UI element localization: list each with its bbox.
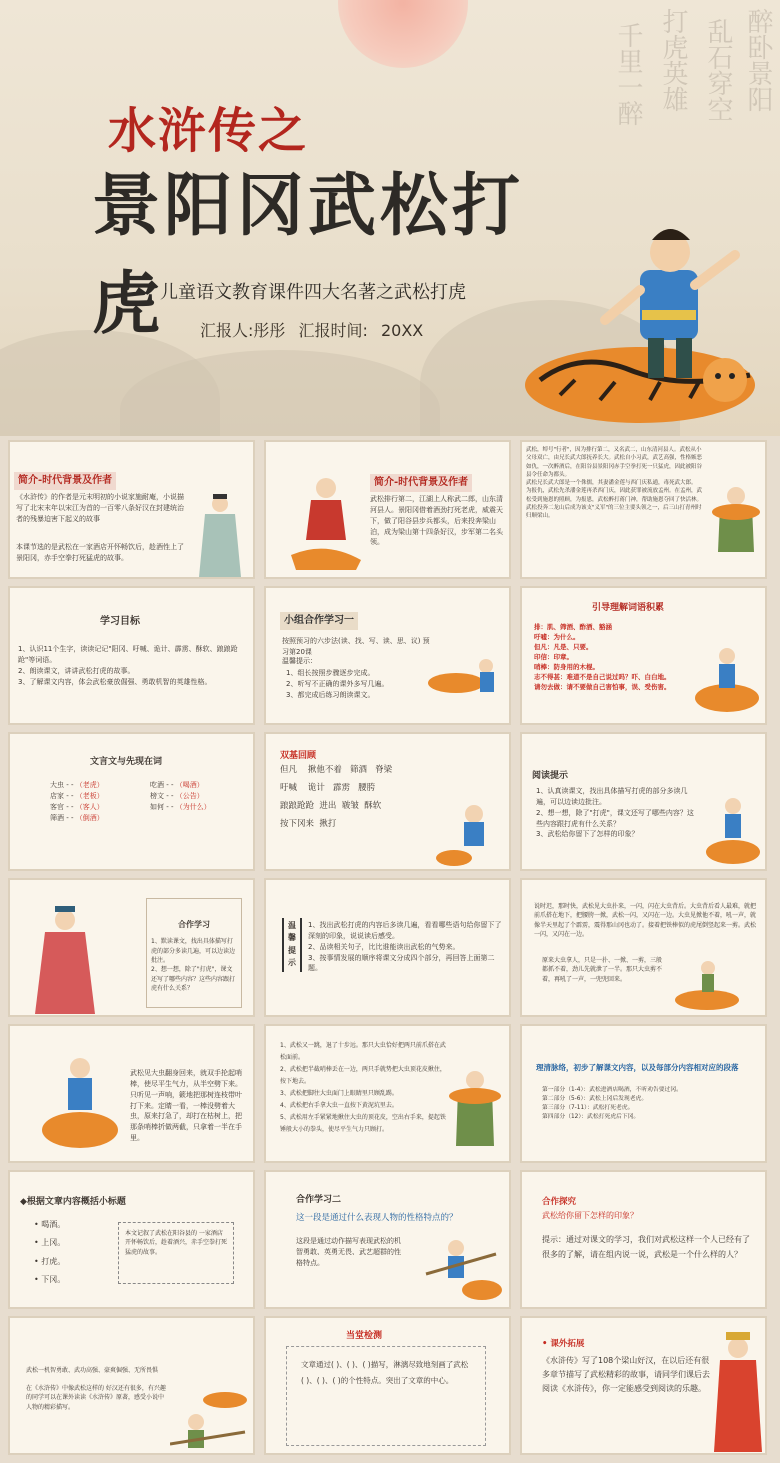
meaning: （公告） (175, 791, 204, 800)
heading-text: 课外拓展 (550, 1339, 585, 1349)
slide-summary[interactable] (8, 1316, 255, 1455)
slide-review[interactable] (264, 732, 511, 871)
cover-title-red: 水浒传之 (108, 103, 309, 159)
paragraph: 武松兄长武大郎是一个侏儒，其妻潘金莲与西门庆私通，毒死武大郎。 (526, 480, 697, 486)
slide-list (536, 786, 696, 840)
scholar-figure (30, 904, 100, 1014)
heading-text: 根据文章内容概括小标题 (26, 1197, 126, 1207)
word: 揪他不着 (307, 765, 342, 775)
list-item: 2、想一想，除了"打虎"，课文还写了哪些内容？这些内容跟打虎有什么关系？ (536, 808, 694, 828)
wusong-figure (710, 482, 762, 572)
list-item: 第四部分（12）：武松打死虎后下冈。 (542, 1113, 640, 1120)
list-item: 第一部分（1-4）：武松进酒店喝酒，不听劝告要过冈。 (542, 1087, 682, 1093)
slide-heading: 简介-时代背景及作者 (14, 472, 116, 490)
word: 进出 (319, 800, 337, 811)
list-item: 志不得甚：难道不是自己说过吗？吓、白白地。 (534, 673, 671, 682)
list-item: 1、找出武松打虎的内容后多读几遍，看看哪些语句给你留下了深刻的印象，说说读后感受。 (308, 921, 502, 940)
list-item: 1、组长按照步骤逐步完成。 (286, 669, 375, 677)
list-item: 上冈。 (41, 1238, 66, 1248)
word: 榜文 (150, 791, 164, 800)
paragraph: 武松，绰号"行者"，因为排行第二，又名武二，山东清河县人。武松从小父母双亡，由兄长武大郎抚养长大。武松自小习武，武艺高强，性格嫉恶如仇，一次醉酒后，在阳谷县景阳冈赤手空拳打死一只猛虎，因此被阳谷县令任命为都头。 (526, 447, 703, 478)
list-item: 请勿去做：请不要做自己害怕事，误、受伤害。 (534, 683, 671, 692)
calligraphy: 乱石穿空 (703, 18, 733, 122)
list-item: 印信：印章。 (534, 653, 573, 662)
word: 脊梁 (375, 765, 393, 775)
word: 揪打 (319, 818, 337, 829)
slide-text: 说时迟，那时快，武松见大虫扑来，一闪，闪在大虫背后。大虫背后看人最难，就把前爪搭在地下，把腰胯一掀，武松一闪，又闪在一边。大虫见掀他不着，吼一声，就像半天里起了个霹雳，震得那山冈也动了。接着把铁棒似的虎尾倒竖起来一剪。武松一闪，又闪在一边。 (534, 903, 757, 938)
list-item: 2、品读相关句子，比比谁能读出武松的气势来。 (308, 942, 460, 951)
slide-text: 原来大虫拿人，只是一扑、一掀、一剪，三般都抓不着，劲儿先就泄了一半。那只大虫剪不着，再吼了一声，一兜兜回来。 (542, 957, 663, 983)
slide-heading: 文言文与先现在词 (90, 757, 163, 767)
word: 大虫 (50, 781, 64, 789)
meaning: （老虎） (75, 781, 104, 789)
word: 酥软 (364, 800, 382, 811)
cover-reporter: 汇报人:彤彤 汇报时间: 20XX (200, 321, 424, 340)
word: 筛酒 (50, 813, 64, 822)
slide-cooperate[interactable] (8, 878, 255, 1017)
calligraphy: 醉卧景阳 (743, 8, 773, 112)
word: 如何 (150, 802, 164, 811)
slide-heading: 阅读提示 (532, 771, 569, 781)
tiger-rider-illustration (704, 790, 762, 868)
paragraph: 武松投奔二龙山后成为该支"义军"的三位主要头领之一，后三山打青州时归顺梁山。 (526, 504, 702, 519)
slide-heading: ◆根据文章内容概括小标题 (20, 1197, 126, 1207)
word: 筛酒 (349, 765, 367, 775)
list-item: 哨棒：防身用的木棍。 (534, 663, 599, 672)
slide-heading: 简介-时代背景及作者 (370, 474, 472, 492)
calligraphy: 打虎英雄 (658, 8, 688, 112)
slide-passage-1[interactable] (520, 878, 767, 1017)
slide-quiz[interactable] (264, 1316, 511, 1455)
list-item: 3、武松把脚往大虫面门上眼睛里只顾乱踢。 (280, 1090, 398, 1097)
slide-heading: 当堂检测 (346, 1331, 383, 1341)
slide-text: 本课节选的是武松在一家酒店开怀畅饮后，趁酒性上了景阳冈，赤手空拳打死猛虎的故事。 (16, 543, 184, 562)
slide-heading: 理清脉络，初步了解课文内容，以及每部分内容相对应的段落 (536, 1063, 739, 1072)
word: 客官 (50, 802, 64, 811)
wusong-figure (434, 800, 506, 868)
tip-label: 温馨提示： (282, 657, 317, 665)
fight-illustration (416, 1234, 504, 1306)
word-list-left: 大虫 - - （老虎） 店家 - - （老板） 客官 - - （客人） 筛酒 - - （倒酒） (50, 781, 104, 822)
word: 吁喊 (280, 782, 298, 793)
fight-illustration (426, 648, 506, 698)
list-item: 2、朗读课文，讲讲武松打虎的故事。 (18, 666, 135, 675)
wusong-tiger-illustration (520, 200, 770, 430)
word: 但凡 (280, 765, 298, 775)
slide-list: • 喝酒。 • 上冈。 • 打虎。 • 下冈。 (34, 1220, 66, 1285)
word: 诡计 (307, 782, 325, 793)
meaning: （喝酒） (175, 781, 204, 789)
slide-list (18, 644, 246, 687)
list-item: 3、按事情发展的顺序将课文分成四个部分，再回答上面第二题。 (308, 953, 495, 973)
meaning: （为什么） (175, 802, 211, 811)
list-item: 1、认真读课文，找出具体描写打虎的部分多读几遍，可以边读边批注。 (536, 787, 688, 806)
cover-title-main-2: 虎 (92, 265, 161, 344)
slide-intro-3[interactable] (520, 440, 767, 579)
slide-intro-2[interactable] (264, 440, 511, 579)
cover-title-main: 景阳冈武松打 (92, 167, 525, 246)
word: 踉踉跄跄 (280, 800, 315, 811)
list-item: 4、武松把右手拿大虫一直按下黄泥坑里去。 (280, 1102, 398, 1109)
slide-list (542, 1086, 742, 1122)
slide-passage-2[interactable] (8, 1024, 255, 1163)
info-box (146, 898, 242, 1008)
slide-text: 武松见大虫翻身回来，就双手抡起哨棒，使尽平生气力，从半空劈下来。只听见一声响，簌地把那树连枝带叶打下来。定睛一看，一棒没劈着大虫，原来打急了，却打在枯树上，把那条哨棒折做两截，只拿着一半在手里。 (130, 1069, 242, 1143)
list-item: 3、了解课文内容，体会武松豪放倔强、勇敢机智的英雄性格。 (18, 677, 212, 686)
slide-heading: 双基回顾 (280, 751, 317, 761)
box-heading: 合作学习 (178, 920, 210, 929)
slide-passage-3[interactable] (264, 1024, 511, 1163)
slide-heading: • 课外拓展 (542, 1339, 585, 1349)
slide-list (280, 1040, 450, 1136)
slide-text (526, 446, 704, 520)
slide-subtitles[interactable] (8, 1170, 255, 1309)
fight-illustration (672, 958, 742, 1014)
list-item: 5、武松用左手紧紧地揪住大虫的顶花皮，空出右手来，提起铁锤般大小的拳头，使尽平生气力只顾打。 (280, 1114, 446, 1133)
slide-text: 武松排行第二，江湖上人称武二郎，山东清河县人。景阳冈借着酒劲打死老虎，威震天下，做了阳谷县步兵都头，后来投奔梁山泊，成为梁山第十四条好汉，步军第二名头领。 (370, 495, 503, 547)
slide-text: 《水浒传》的作者是元末明初的小说家施耐庵，小说描写了北宋末年以宋江为首的一百零八条好汉在封建统治者的残暴迫害下起义的故事 (16, 493, 184, 523)
slide-question: 这一段是通过什么表现人物的性格特点的？ (296, 1213, 458, 1223)
word: 吃酒 (150, 781, 164, 789)
paragraph: 为报仇，武松先杀潘金莲再杀西门庆，因此获罪被流放孟州。在孟州，武松受到施恩的照顾，为报恩，武松醉打蒋门神，帮助施恩夺回了快活林。 (526, 488, 703, 503)
slide-warm-tips[interactable] (264, 878, 511, 1017)
word-grid (280, 762, 440, 833)
tiger-rider-illustration (692, 638, 762, 718)
slide-vocab[interactable] (520, 586, 767, 725)
summary-box: 本文记叙了武松在阳谷县的 一家酒店开怀畅饮后，趁着酒兴，赤手空拳打死猛虎的故事。 (118, 1222, 234, 1284)
word: 腰胯 (358, 782, 376, 793)
list-item: 2、听写不正确的课外多写几遍。 (286, 679, 389, 688)
list-item: 1、认识11个生字，读读记记"阳冈、吁喊、诡计、霹雳、酥软、踉踉跄跄"等词语。 (18, 645, 238, 664)
slide-text: 《水浒传》写了108个梁山好汉，在以后还有很多章节描写了武松精彩的故事，请同学们课后去阅读《水浒传》，你一定能感受到阅读的乐趣。 (542, 1356, 710, 1393)
quiz-box: 文章通过( )、( )、( )描写，淋漓尽致地刻画了武松( )、( )、( )的个性特点。突出了文章的中心。 (286, 1346, 486, 1446)
slide-reading-tips[interactable] (520, 732, 767, 871)
slide-text: 这段是通过动作描写表现武松的机智勇敢、英勇无畏、武艺超群的性格特点。 (296, 1237, 401, 1267)
list-item: 下冈。 (41, 1275, 66, 1285)
slide-goals[interactable] (8, 586, 255, 725)
slide-question: 武松给你留下怎样的印象？ (542, 1211, 638, 1220)
red-sun (338, 0, 468, 68)
slide-text: 在《水浒传》中像武松这样的 好汉还有很多，有兴趣的同学可以在课外读读《水浒传》原著，感受小说中人物的精彩描写。 (26, 1385, 166, 1411)
word: 店家 (50, 791, 64, 800)
slide-group-study-1[interactable] (264, 586, 511, 725)
list-item: 3、武松给你留下了怎样的印象？ (536, 830, 639, 839)
list-item: 1、武松又一跳，退了十步远。那只大虫恰好把两只前爪搭在武松面前。 (280, 1042, 446, 1061)
meaning: （客人） (75, 802, 104, 811)
list-item: 第二部分（5-6）：武松上冈后发现老虎。 (542, 1095, 648, 1102)
slide-extension[interactable] (520, 1316, 767, 1455)
side-label: 温馨提示 (282, 918, 302, 972)
slide-heading: 小组合作学习一 (280, 612, 358, 630)
slide-group-study-2[interactable] (264, 1170, 511, 1309)
slide-heading: 学习目标 (100, 616, 140, 627)
slide-text: 武松一机智勇敢、武功高强、豪爽倔强、无所畏惧 (26, 1367, 159, 1374)
word: 按下冈来 (280, 818, 315, 829)
slide-intro-1[interactable] (8, 440, 255, 579)
list-item: 吁嘘：为什么。 (534, 633, 580, 642)
slide-list (286, 668, 426, 701)
slide-explore[interactable] (520, 1170, 767, 1309)
list-item: 2、想一想，除了"打虎"，课文还写了哪些内容？这些内容跟打虎有什么关系？ (151, 966, 236, 992)
list-item: 第三部分（7-11）：武松打死老虎。 (542, 1104, 634, 1111)
cover-slide (0, 0, 780, 436)
wusong-figure (286, 470, 366, 575)
word: 霹雳 (332, 782, 350, 793)
word-list-right: 吃酒 - - （喝酒） 榜文 - - （公告） 如何 - - （为什么） (150, 781, 211, 811)
list-item: 3、都完成后练习朗读课文。 (286, 690, 375, 699)
word: 皲皱 (341, 800, 359, 811)
slide-structure[interactable] (520, 1024, 767, 1163)
meaning: （倒酒） (75, 813, 104, 822)
cover-subtitle: 儿童语文教育课件四大名著之武松打虎 (160, 278, 466, 304)
slide-list (308, 920, 504, 974)
slide-list (534, 622, 694, 692)
calligraphy: 千里一醉 (613, 22, 643, 126)
slide-heading: 合作学习二 (296, 1195, 342, 1205)
list-item: 喝酒。 (41, 1220, 66, 1229)
slide-text: 按照预习的六步法(读、找、写、读、思、议) 预习第20课 (282, 637, 430, 656)
meaning: （老板） (75, 791, 104, 800)
slide-heading: 引导理解词语积累 (592, 603, 665, 613)
list-item: 打虎。 (41, 1256, 66, 1266)
list-item: 排：肌、筛酒、酢酒、豁涵 (534, 623, 612, 631)
slide-classical-words[interactable] (8, 732, 255, 871)
slide-text: 提示：通过对课文的学习，我们对武松这样一个人已经有了很多的了解，请在组内说一说，武松是一个什么样的人？ (542, 1235, 750, 1260)
list-item: 但凡：凡是、只要。 (534, 643, 593, 652)
slide-heading: 合作探究 (542, 1197, 577, 1207)
author-figure (195, 492, 245, 577)
list-item: 2、武松把半截哨棒丢在一边，两只手就势把大虫顶花皮揪住，按下地去。 (280, 1066, 446, 1085)
list-item: 1、默读课文，找出具体描写打虎的部分多读几遍，可以边读边批注。 (151, 938, 236, 964)
wusong-figure (446, 1066, 504, 1161)
tiger-rider-illustration (40, 1050, 120, 1160)
fight-illustration (170, 1382, 250, 1452)
general-figure (712, 1332, 764, 1452)
